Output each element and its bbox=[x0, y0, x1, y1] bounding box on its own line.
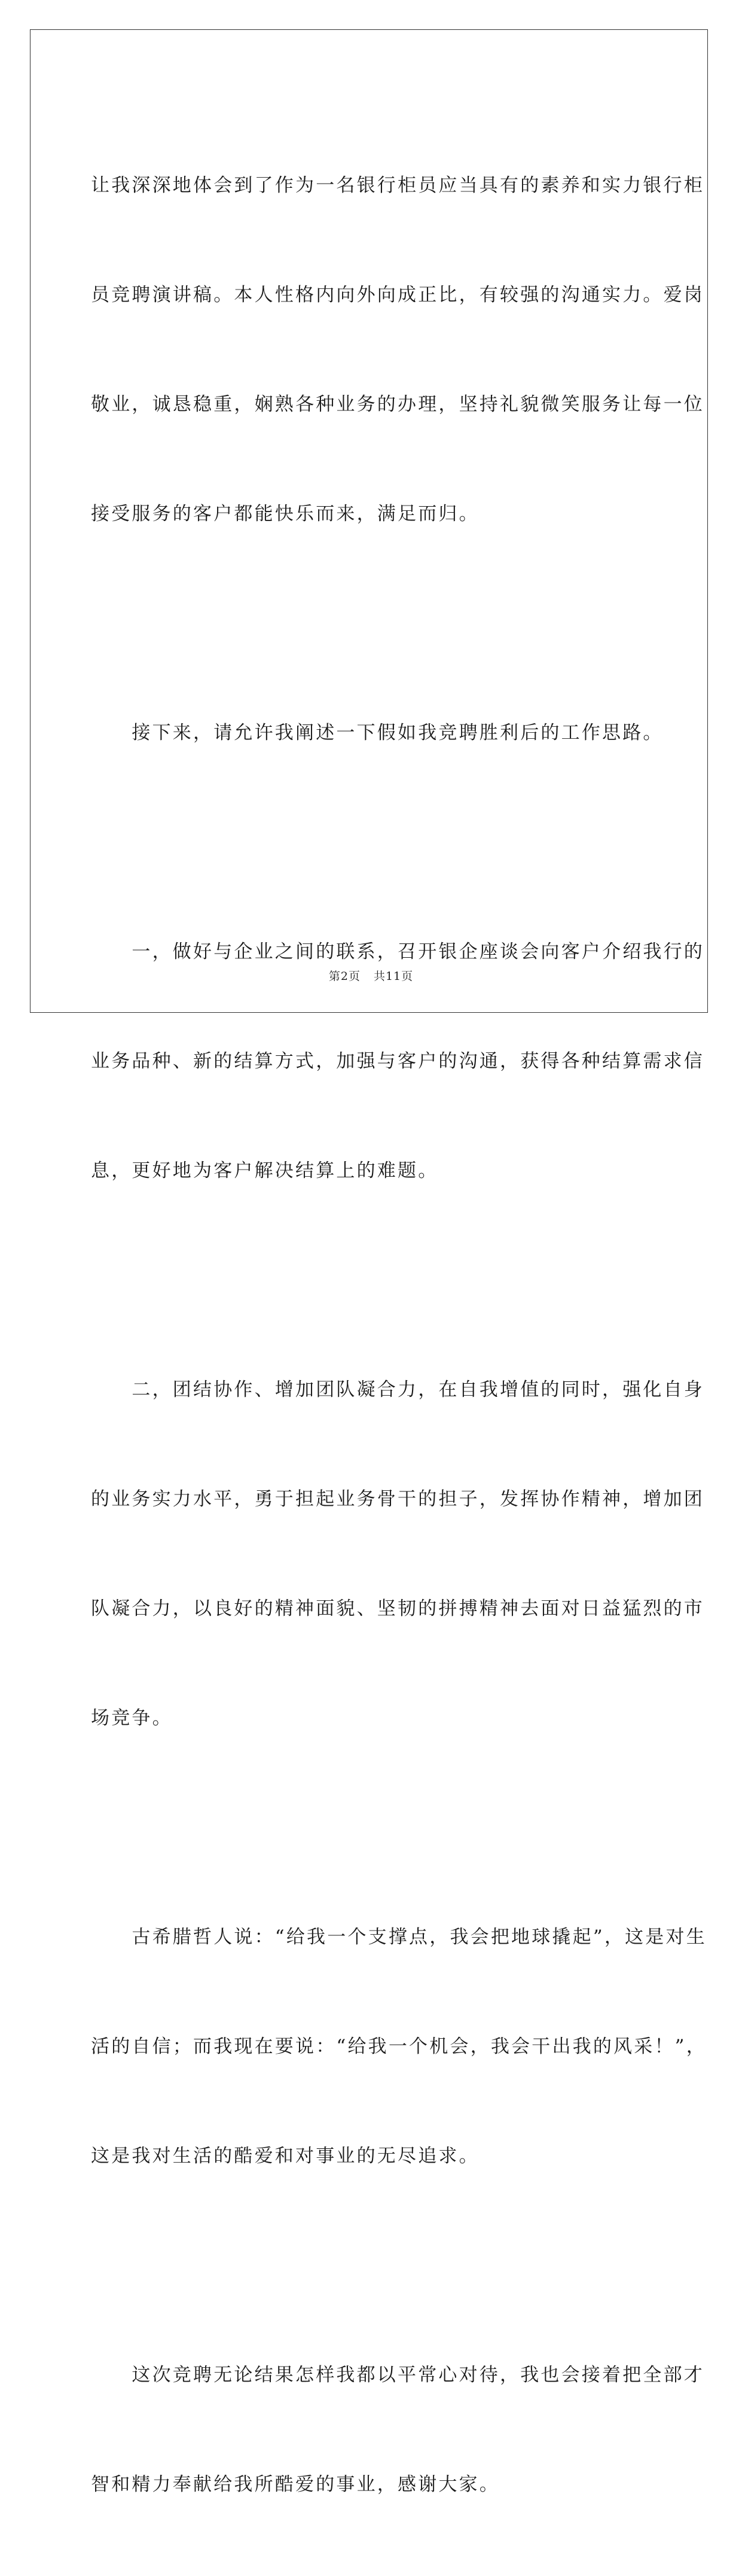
text-line: 这是我对生活的酷爱和对事业的无尽追求。 bbox=[91, 2145, 480, 2167]
text-line: 这次竞聘无论结果怎样我都以平常心对待，我也会接着把全部才 bbox=[91, 2364, 704, 2386]
text-line: 让我深深地体会到了作为一名银行柜员应当具有的素养和实力银行柜 bbox=[91, 175, 704, 196]
paragraph bbox=[91, 1299, 704, 1810]
page-number: 第2页 bbox=[328, 970, 361, 983]
total-pages: 共11页 bbox=[373, 970, 414, 983]
page-footer bbox=[0, 967, 742, 983]
text-line: 智和精力奉献给我所酷爱的事业，感谢大家。 bbox=[91, 2474, 500, 2495]
text-line: 员竞聘演讲稿。本人性格内向外向成正比，有较强的沟通实力。爱岗 bbox=[91, 284, 704, 306]
text-line: 古希腊哲人说：“给我一个支撑点，我会把地球撬起”，这是对生 bbox=[91, 1926, 707, 1948]
paragraph bbox=[91, 2284, 704, 2576]
paragraph-spacer bbox=[91, 2248, 653, 2284]
paragraph-spacer bbox=[91, 605, 653, 642]
paragraph-spacer bbox=[91, 824, 653, 861]
text-line: 活的自信；而我现在要说：“给我一个机会，我会干出我的风采！”， bbox=[91, 2036, 707, 2057]
paragraph bbox=[91, 642, 664, 824]
paragraph-spacer bbox=[91, 1810, 653, 1846]
text-line: 接受服务的客户都能快乐而来，满足而归。 bbox=[91, 503, 480, 525]
text-line: 接下来，请允许我阐述一下假如我竞聘胜利后的工作思路。 bbox=[91, 722, 664, 744]
text-line: 息，更好地为客户解决结算上的难题。 bbox=[91, 1160, 439, 1182]
text-line: 的业务实力水平，勇于担起业务骨干的担子，发挥协作精神，增加团 bbox=[91, 1488, 704, 1510]
paragraph bbox=[91, 1846, 707, 2248]
text-line: 队凝合力，以良好的精神面貌、坚韧的拼搏精神去面对日益猛烈的市 bbox=[91, 1598, 704, 1619]
text-line: 敬业，诚恳稳重，娴熟各种业务的办理，坚持礼貌微笑服务让每一位 bbox=[91, 394, 704, 415]
paragraph-spacer bbox=[91, 1262, 653, 1299]
text-line: 场竞争。 bbox=[91, 1707, 173, 1729]
document-body bbox=[91, 95, 707, 2576]
text-line: 业务品种、新的结算方式，加强与客户的沟通，获得各种结算需求信 bbox=[91, 1051, 704, 1072]
paragraph bbox=[91, 861, 704, 1262]
text-line: 一，做好与企业之间的联系，召开银企座谈会向客户介绍我行的 bbox=[91, 941, 704, 963]
text-line: 二，团结协作、增加团队凝合力，在自我增值的同时，强化自身 bbox=[91, 1379, 704, 1400]
paragraph bbox=[91, 95, 704, 605]
